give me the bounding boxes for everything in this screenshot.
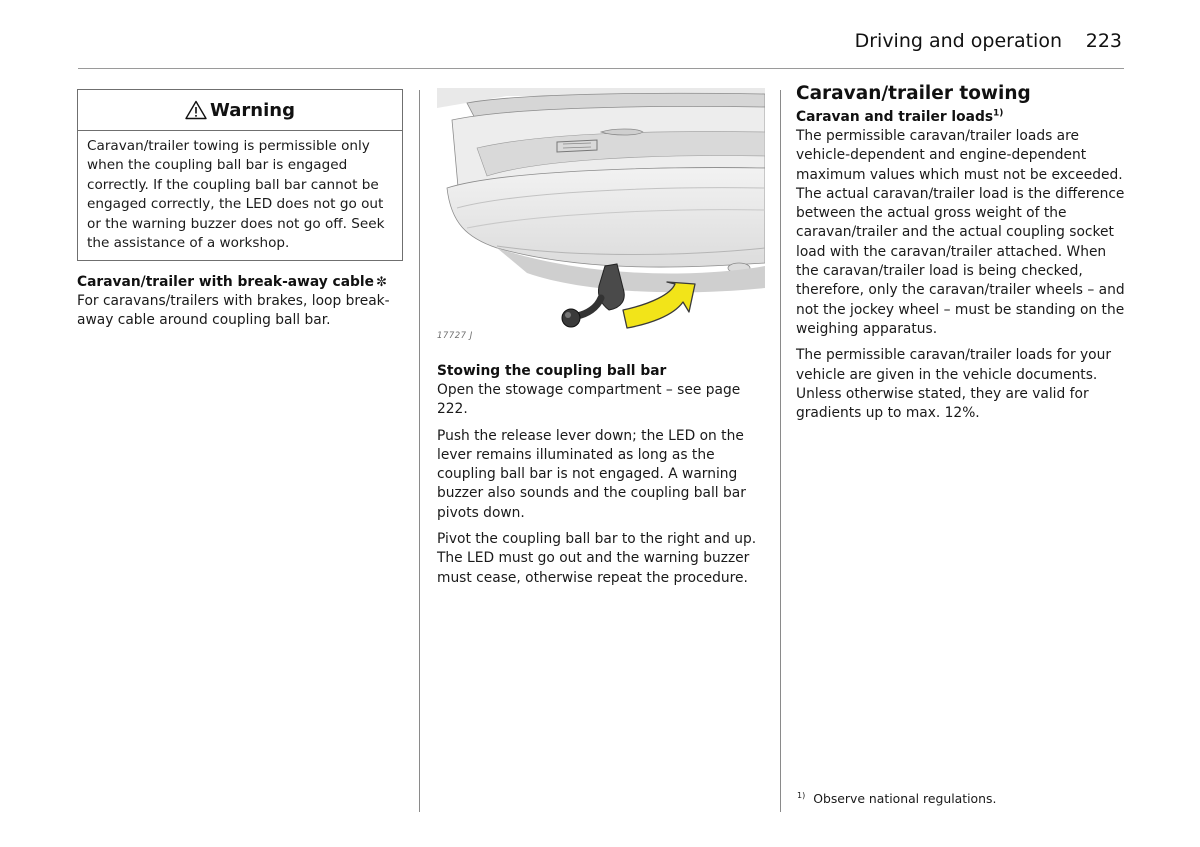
footnote-reference: 1) bbox=[993, 108, 1004, 119]
snowflake-icon: ✼ bbox=[375, 275, 387, 290]
stowing-paragraph: Pivot the coupling ball bar to the right and up. The LED must go out and the warning buzzer must cease, otherwise repeat the procedure. bbox=[437, 531, 757, 586]
stowing-heading: Stowing the coupling ball bar bbox=[437, 363, 667, 379]
figure-number: 17727 J bbox=[437, 331, 473, 341]
breakaway-heading-text: Caravan/trailer with break-away cable bbox=[77, 274, 374, 290]
loads-heading bbox=[796, 108, 1126, 127]
loads-paragraph: The permissible caravan/trailer loads for your vehicle are given in the vehicle documents. Unless otherwise stated, they are valid for gradients up to max. 12%. bbox=[796, 347, 1112, 422]
stowing-paragraph: Open the stowage compartment – see page 222. bbox=[437, 382, 741, 418]
page-number: 223 bbox=[1085, 30, 1122, 52]
section-title: Caravan/trailer towing bbox=[796, 83, 1031, 104]
warning-triangle-icon bbox=[185, 100, 207, 120]
header-divider bbox=[78, 68, 1124, 69]
chapter-title: Driving and operation bbox=[854, 30, 1062, 52]
loads-paragraph: The permissible caravan/trailer loads are vehicle-dependent and engine-dependent maximum values which must not be exceeded. The actual caravan/trailer load is the difference between the actual gross weight of the caravan/trailer and the actual coupling socket load with the caravan/trailer attached. When the caravan/trailer load is being checked, therefore, only the caravan/trailer wheels – and not the jockey wheel – must be standing on the weighing apparatus. bbox=[796, 128, 1125, 337]
footnote bbox=[797, 791, 996, 806]
warning-header bbox=[78, 90, 402, 131]
stowing-section bbox=[437, 362, 767, 588]
footnote-marker: 1) bbox=[797, 790, 806, 800]
warning-text: Caravan/trailer towing is permissible only when the coupling ball bar is engaged correctly. If the coupling ball bar cannot be engaged correctly, the LED does not go out or the warning buzzer does not go off. Seek the assistance of a workshop. bbox=[87, 138, 385, 252]
towing-section bbox=[796, 82, 1126, 423]
breakaway-heading bbox=[77, 273, 399, 292]
tow-bar-illustration bbox=[437, 88, 765, 354]
breakaway-section bbox=[77, 273, 399, 331]
column-divider-left bbox=[419, 90, 420, 812]
column-divider-right bbox=[780, 90, 781, 812]
warning-box bbox=[77, 89, 403, 261]
stowing-paragraph: Push the release lever down; the LED on the lever remains illuminated as long as the coupling ball bar is not engaged. A warning buzzer also sounds and the coupling ball bar pivots down. bbox=[437, 427, 746, 521]
breakaway-text: For caravans/trailers with brakes, loop break-away cable around coupling ball bar. bbox=[77, 293, 390, 329]
footnote-text: Observe national regulations. bbox=[813, 791, 997, 806]
loads-heading-text: Caravan and trailer loads bbox=[796, 109, 994, 125]
warning-heading: Warning bbox=[210, 99, 295, 121]
